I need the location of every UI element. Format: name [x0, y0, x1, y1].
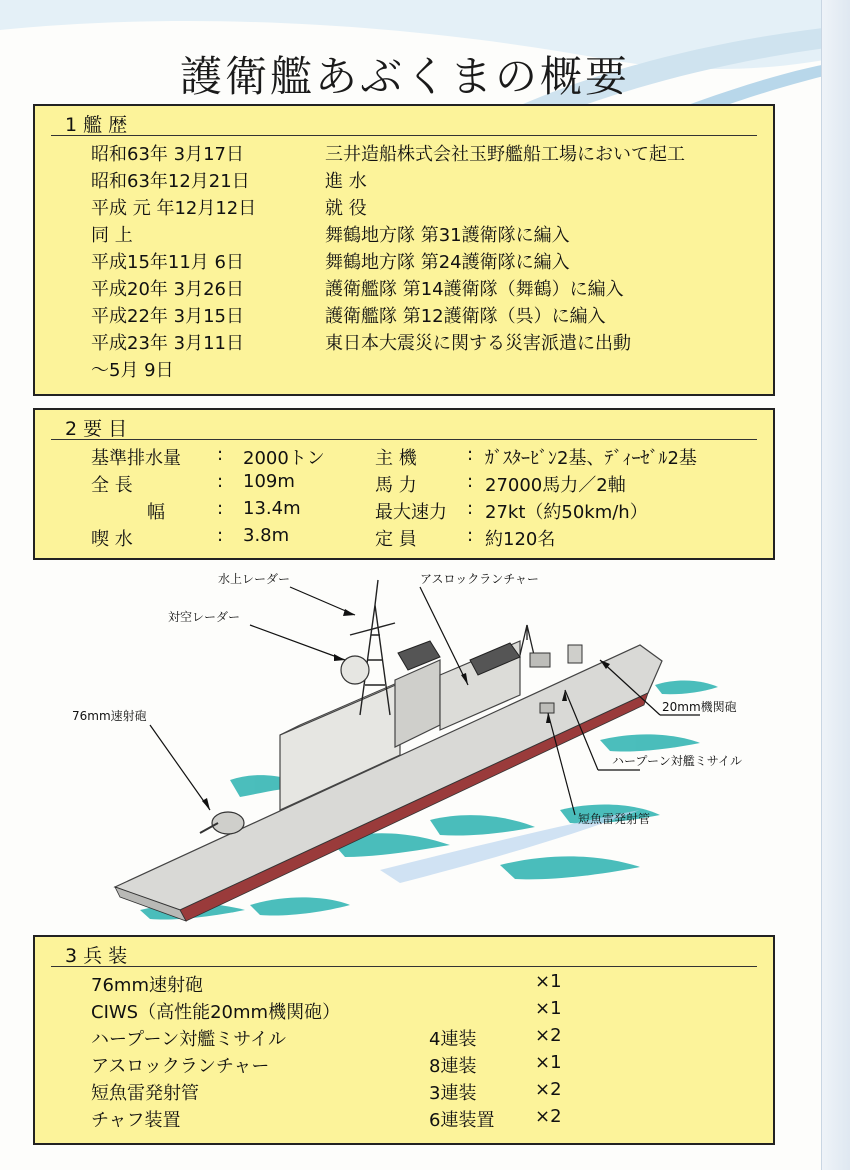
history-event: 舞鶴地方隊 第31護衛隊に編入: [325, 225, 570, 246]
weapon-qty: ×1: [535, 971, 562, 992]
torpedo-tube: [540, 703, 554, 713]
page-title: 護衛艦あぶくまの概要: [179, 52, 630, 101]
history-date: 昭和63年 3月17日: [91, 144, 244, 165]
label-76mm-gun: 76mm速射砲: [72, 709, 147, 723]
spec-value: 13.4m: [243, 498, 301, 519]
spec-row: [35, 442, 773, 469]
spec-value: 2000トン: [243, 448, 325, 469]
weapon-name: アスロックランチャー: [91, 1056, 270, 1077]
history-heading: [35, 106, 773, 138]
ciws: [568, 645, 582, 663]
weapon-name: ハープーン対艦ミサイル: [91, 1029, 286, 1050]
history-event: 三井造船株式会社玉野艦船工場において起工: [325, 144, 685, 165]
asroc-launcher: [530, 653, 550, 667]
weapon-mount: 6連装置: [429, 1110, 495, 1131]
history-date: 平成 元 年12月12日: [91, 198, 257, 219]
spec-colon: :: [217, 498, 224, 519]
history-event: 就 役: [325, 198, 367, 219]
history-date: 昭和63年12月21日: [91, 171, 250, 192]
history-date: 平成23年 3月11日: [91, 333, 244, 354]
weapon-name: 短魚雷発射管: [91, 1083, 199, 1104]
label-torpedo: 短魚雷発射管: [578, 812, 651, 826]
history-date: 平成20年 3月26日: [91, 279, 244, 300]
weapons-section: [33, 935, 775, 1145]
spec-colon: :: [217, 525, 224, 546]
ship-diagram: [0, 565, 810, 930]
spec-colon: :: [467, 525, 474, 546]
weapon-row: [35, 1023, 773, 1050]
history-row: [35, 219, 773, 246]
spec-value: 27kt（約50km/h）: [485, 502, 648, 523]
history-event: 護衛艦隊 第12護衛隊（呉）に編入: [325, 306, 606, 327]
history-row: [35, 246, 773, 273]
history-row: [35, 138, 773, 165]
weapons-heading: [35, 937, 773, 969]
spec-label: 喫 水: [91, 529, 133, 550]
weapon-name: CIWS（高性能20mm機関砲）: [91, 1002, 341, 1023]
spec-row: [35, 469, 773, 496]
history-event: 護衛艦隊 第14護衛隊（舞鶴）に編入: [325, 279, 624, 300]
specs-list: [35, 442, 773, 550]
history-date: 平成15年11月 6日: [91, 252, 244, 273]
spec-label: 主 機: [375, 448, 417, 469]
spec-colon: :: [217, 471, 224, 492]
history-row: [35, 273, 773, 300]
history-event: 舞鶴地方隊 第24護衛隊に編入: [325, 252, 570, 273]
spec-value: 3.8m: [243, 525, 290, 546]
label-surface-radar: 水上レーダー: [218, 572, 291, 586]
history-date: 平成22年 3月15日: [91, 306, 244, 327]
weapon-row: [35, 1077, 773, 1104]
spec-row: [35, 523, 773, 550]
spec-label: 最大速力: [375, 502, 447, 523]
spec-label: 全 長: [91, 475, 133, 496]
specs-heading: [35, 410, 773, 442]
weapon-mount: 3連装: [429, 1083, 477, 1104]
spec-label: 幅: [147, 502, 165, 523]
spec-row: [35, 496, 773, 523]
weapon-qty: ×2: [535, 1025, 562, 1046]
history-row: [35, 327, 773, 354]
weapon-qty: ×1: [535, 1052, 562, 1073]
spec-colon: :: [467, 498, 474, 519]
weapon-name: 76mm速射砲: [91, 975, 203, 996]
history-event: 東日本大震災に関する災害派遣に出動: [325, 333, 631, 354]
spec-value: ｶﾞｽﾀｰﾋﾞﾝ2基、ﾃﾞｨｰｾﾞﾙ2基: [485, 448, 697, 469]
history-list: [35, 138, 773, 381]
weapon-name: チャフ装置: [91, 1110, 181, 1131]
weapons-list: [35, 969, 773, 1131]
page-edge: [821, 0, 850, 1170]
weapon-qty: ×1: [535, 998, 562, 1019]
label-asroc: アスロックランチャー: [420, 572, 539, 586]
weapons-heading-text: 3 兵 装: [65, 945, 128, 967]
spec-label: 定 員: [375, 529, 417, 550]
specs-section: [33, 408, 775, 560]
weapon-qty: ×2: [535, 1106, 562, 1127]
weapon-row: [35, 1104, 773, 1131]
weapon-row: [35, 996, 773, 1023]
history-date: 同 上: [91, 225, 133, 246]
specs-heading-text: 2 要 目: [65, 418, 128, 440]
spec-value: 109m: [243, 471, 295, 492]
spec-colon: :: [467, 444, 474, 465]
spec-label: 基準排水量: [91, 448, 181, 469]
history-section: [33, 104, 775, 396]
spec-colon: :: [467, 471, 474, 492]
history-heading-text: 1 艦 歴: [65, 114, 128, 136]
history-row: [35, 165, 773, 192]
weapon-mount: 4連装: [429, 1029, 477, 1050]
label-air-radar: 対空レーダー: [168, 610, 241, 624]
spec-label: 馬 力: [375, 475, 417, 496]
air-radar-dome: [341, 656, 369, 684]
history-row: [35, 354, 773, 381]
weapon-row: [35, 969, 773, 996]
spec-value: 27000馬力／2軸: [485, 475, 626, 496]
label-20mm-gun: 20mm機関砲: [662, 700, 737, 714]
history-row: [35, 192, 773, 219]
history-event: 進 水: [325, 171, 367, 192]
weapon-mount: 8連装: [429, 1056, 477, 1077]
weapon-row: [35, 1050, 773, 1077]
spec-colon: :: [217, 444, 224, 465]
mid-block: [395, 660, 440, 747]
aft-mast: [520, 625, 534, 655]
spec-value: 約120名: [485, 529, 556, 550]
history-date: ～5月 9日: [91, 360, 174, 381]
history-row: [35, 300, 773, 327]
label-harpoon: ハープーン対艦ミサイル: [612, 754, 742, 768]
weapon-qty: ×2: [535, 1079, 562, 1100]
